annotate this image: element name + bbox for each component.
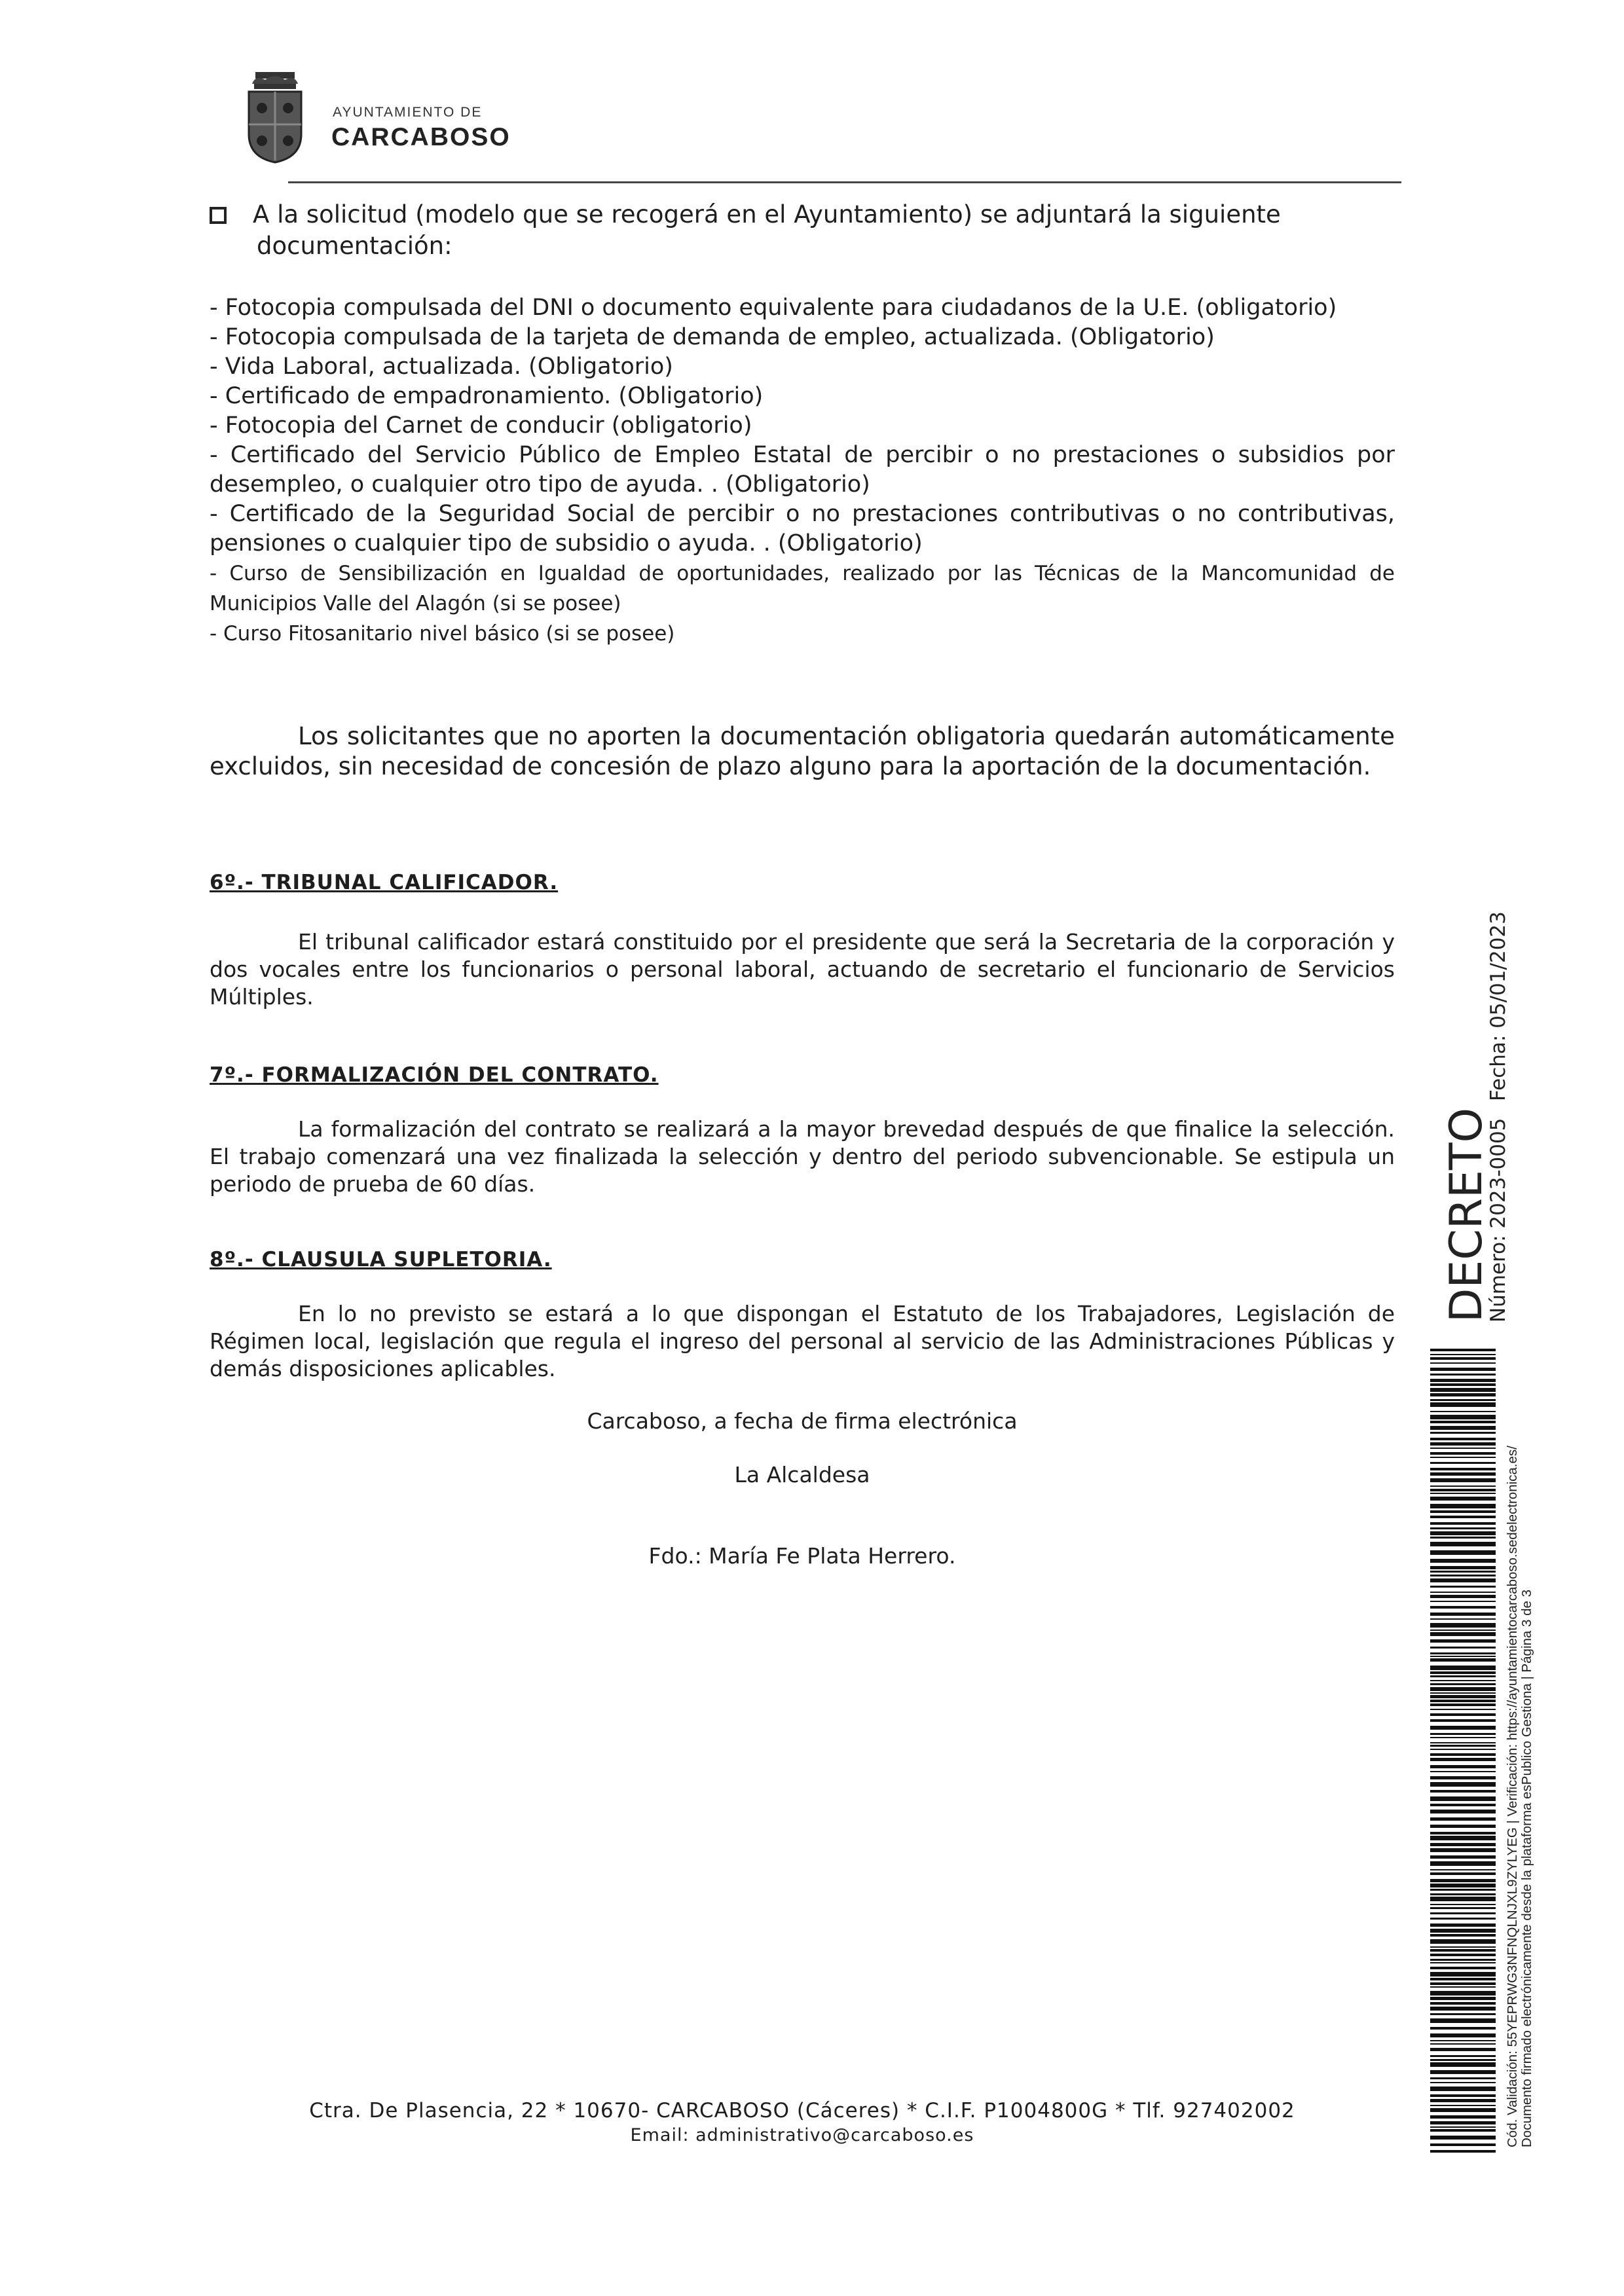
- validation-stamp: [1428, 897, 1532, 2160]
- stamp-number: Número: 2023-0005: [1486, 1118, 1510, 1322]
- section-heading-6: 6º.- TRIBUNAL CALIFICADOR.: [210, 871, 559, 894]
- section-text-7: La formalización del contrato se realizará a la mayor brevedad después de que finalice la selección. El trabajo comenzará una vez finalizada la selección y dentro del periodo subvencionable. Se estipula un periodo de prueba de 60 días.: [210, 1116, 1395, 1197]
- intro-line-1: A la solicitud (modelo que se recogerá en el Ayuntamiento) se adjuntará la siguiente: [253, 200, 1281, 228]
- list-item: - Fotocopia del Carnet de conducir (obligatorio): [210, 412, 752, 439]
- barcode-graphic: [1430, 1349, 1496, 2153]
- signature-place-date: Carcaboso, a fecha de firma electrónica: [587, 1408, 1018, 1434]
- exclusion-paragraph: Los solicitantes que no aporten la documentación obligatoria quedarán automáticamente excluidos, sin necesidad de concesión de plazo alguno para la aportación de la documentación.: [210, 722, 1395, 780]
- list-item: - Certificado de empadronamiento. (Obligatorio): [210, 383, 764, 409]
- checkbox-icon: [210, 207, 227, 224]
- signature-role: La Alcaldesa: [734, 1462, 870, 1487]
- header-divider: [288, 181, 1401, 183]
- section-text-8: En lo no previsto se estará a lo que dispongan el Estatuto de los Trabajadores, Legislación de Régimen local, legislación que regula el ingreso del personal al servicio de las Administraciones Públicas y demás disposiciones aplicables.: [210, 1301, 1395, 1381]
- list-item: - Certificado de la Seguridad Social de percibir o no prestaciones contributivas o no contributivas, pensiones o cualquier tipo de subsidio o ayuda. . (Obligatorio): [210, 501, 1395, 556]
- footer-address: Ctra. De Plasencia, 22 * 10670- CARCABOSO (Cáceres) * C.I.F. P1004800G * Tlf. 927402002: [309, 2099, 1295, 2123]
- section-heading-8: 8º.- CLAUSULA SUPLETORIA.: [210, 1248, 552, 1271]
- stamp-decreto: DECRETO: [1441, 1107, 1492, 1322]
- intro-paragraph: [210, 199, 1395, 262]
- section-text-6: El tribunal calificador estará constituido por el presidente que será la Secretaria de la corporación y dos vocales entre los funcionarios o personal laboral, actuando de secretario el funcionario de Servicios Múltiples.: [210, 929, 1395, 1010]
- footer-email: Email: administrativo@carcaboso.es: [630, 2125, 974, 2145]
- list-item: - Curso Fitosanitario nivel básico (si se posee): [210, 622, 675, 646]
- intro-line-2: documentación:: [257, 232, 452, 260]
- list-item: - Fotocopia compulsada de la tarjeta de demanda de empleo, actualizada. (Obligatorio): [210, 324, 1215, 350]
- stamp-signed-note: Documento firmado electrónicamente desde la plataforma esPublico Gestiona | Página 3 de 3: [1519, 1589, 1534, 2147]
- municipal-crest-logo: [242, 72, 308, 164]
- list-item: - Fotocopia compulsada del DNI o documento equivalente para ciudadanos de la U.E. (obligatorio): [210, 295, 1337, 321]
- signature-name: Fdo.: María Fe Plata Herrero.: [648, 1543, 956, 1569]
- stamp-date: Fecha: 05/01/2023: [1486, 911, 1510, 1101]
- document-list: [210, 293, 1395, 649]
- section-heading-7: 7º.- FORMALIZACIÓN DEL CONTRATO.: [210, 1063, 659, 1087]
- list-item: - Certificado del Servicio Público de Empleo Estatal de percibir o no prestaciones o subsidios por desempleo, o cualquier otro tipo de ayuda. . (Obligatorio): [210, 442, 1395, 498]
- org-name: CARCABOSO: [331, 123, 511, 151]
- list-item: - Curso de Sensibilización en Igualdad de oportunidades, realizado por las Técnicas de la Mancomunidad de Municipios Valle del Alagón (si se posee): [210, 562, 1395, 615]
- org-subtitle: AYUNTAMIENTO DE: [333, 105, 483, 120]
- list-item: - Vida Laboral, actualizada. (Obligatorio): [210, 354, 673, 380]
- stamp-validation: Cód. Validación: 55YEPRWG3NFNQLNJXL9ZYLYEG | Verificación: https://ayuntamientocarcaboso.sedelectronica.es/: [1505, 1446, 1520, 2147]
